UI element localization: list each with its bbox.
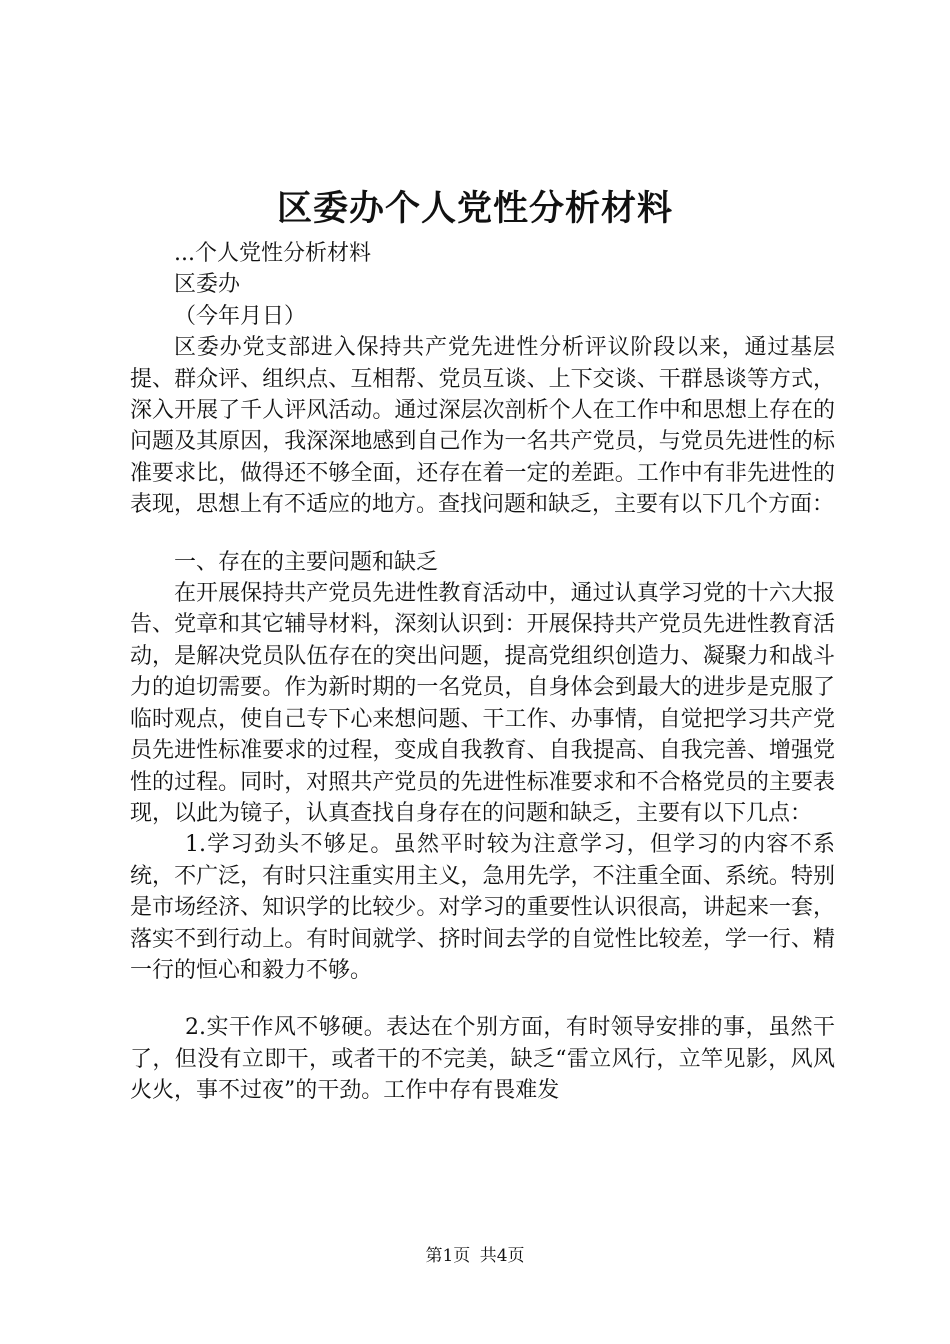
document-author: 区委办	[174, 272, 241, 298]
document-title: 区委办个人党性分析材料	[276, 188, 673, 229]
document-date: （今年月日）	[174, 303, 307, 329]
list-item-1: 1.学习劲头不够足。虽然平时较为注意学习，但学习的内容不系统，不广泛，有时只注重实用主义，急用先学，不注重全面、系统。特别是市场经济、知识学的比较少。对学习的重要性认识很高，讲起来一套，落实不到行动上。有时间就学、挤时间去学的自觉性比较差，学一行、精一行的恒心和毅力不够。	[130, 832, 835, 983]
document-body	[130, 238, 835, 1107]
paragraph-study-background: 在开展保持共产党员先进性教育活动中，通过认真学习党的十六大报告、党章和其它辅导材料，深刻认识到：开展保持共产党员先进性教育活动，是解决党员队伍存在的突出问题，提高党组织创造力、凝聚力和战斗力的迫切需要。作为新时期的一名党员，自身体会到最大的进步是克服了临时观点，使自己专下心来想问题、干工作、办事情，自觉把学习共产党员先进性标准要求的过程，变成自我教育、自我提高、自我完善、增强党性的过程。同时，对照共产党员的先进性标准要求和不合格党员的主要表现，以此为镜子，认真查找自身存在的问题和缺乏，主要有以下几点：	[130, 581, 835, 826]
page-footer: 第1页 共4页	[425, 1246, 525, 1266]
paragraph-intro: 区委办党支部进入保持共产党先进性分析评议阶段以来，通过基层提、群众评、组织点、互相帮、党员互谈、上下交谈、干群恳谈等方式，深入开展了千人评风活动。通过深层次剖析个人在工作中和思想上存在的问题及其原因，我深深地感到自己作为一名共产党员，与党员先进性的标准要求比，做得还不够全面，还存在着一定的差距。工作中有非先进性的表现，思想上有不适应的地方。查找问题和缺乏，主要有以下几个方面：	[130, 335, 835, 518]
document-subtitle: ...个人党性分析材料	[174, 241, 371, 266]
list-item-2: 2.实干作风不够硬。表达在个别方面，有时领导安排的事，虽然干了，但没有立即干，或者干的不完美，缺乏“雷立风行，立竿见影，风风火火，事不过夜”的干劲。工作中存有畏难发	[130, 1015, 835, 1104]
section-heading: 一、存在的主要问题和缺乏	[174, 549, 439, 575]
